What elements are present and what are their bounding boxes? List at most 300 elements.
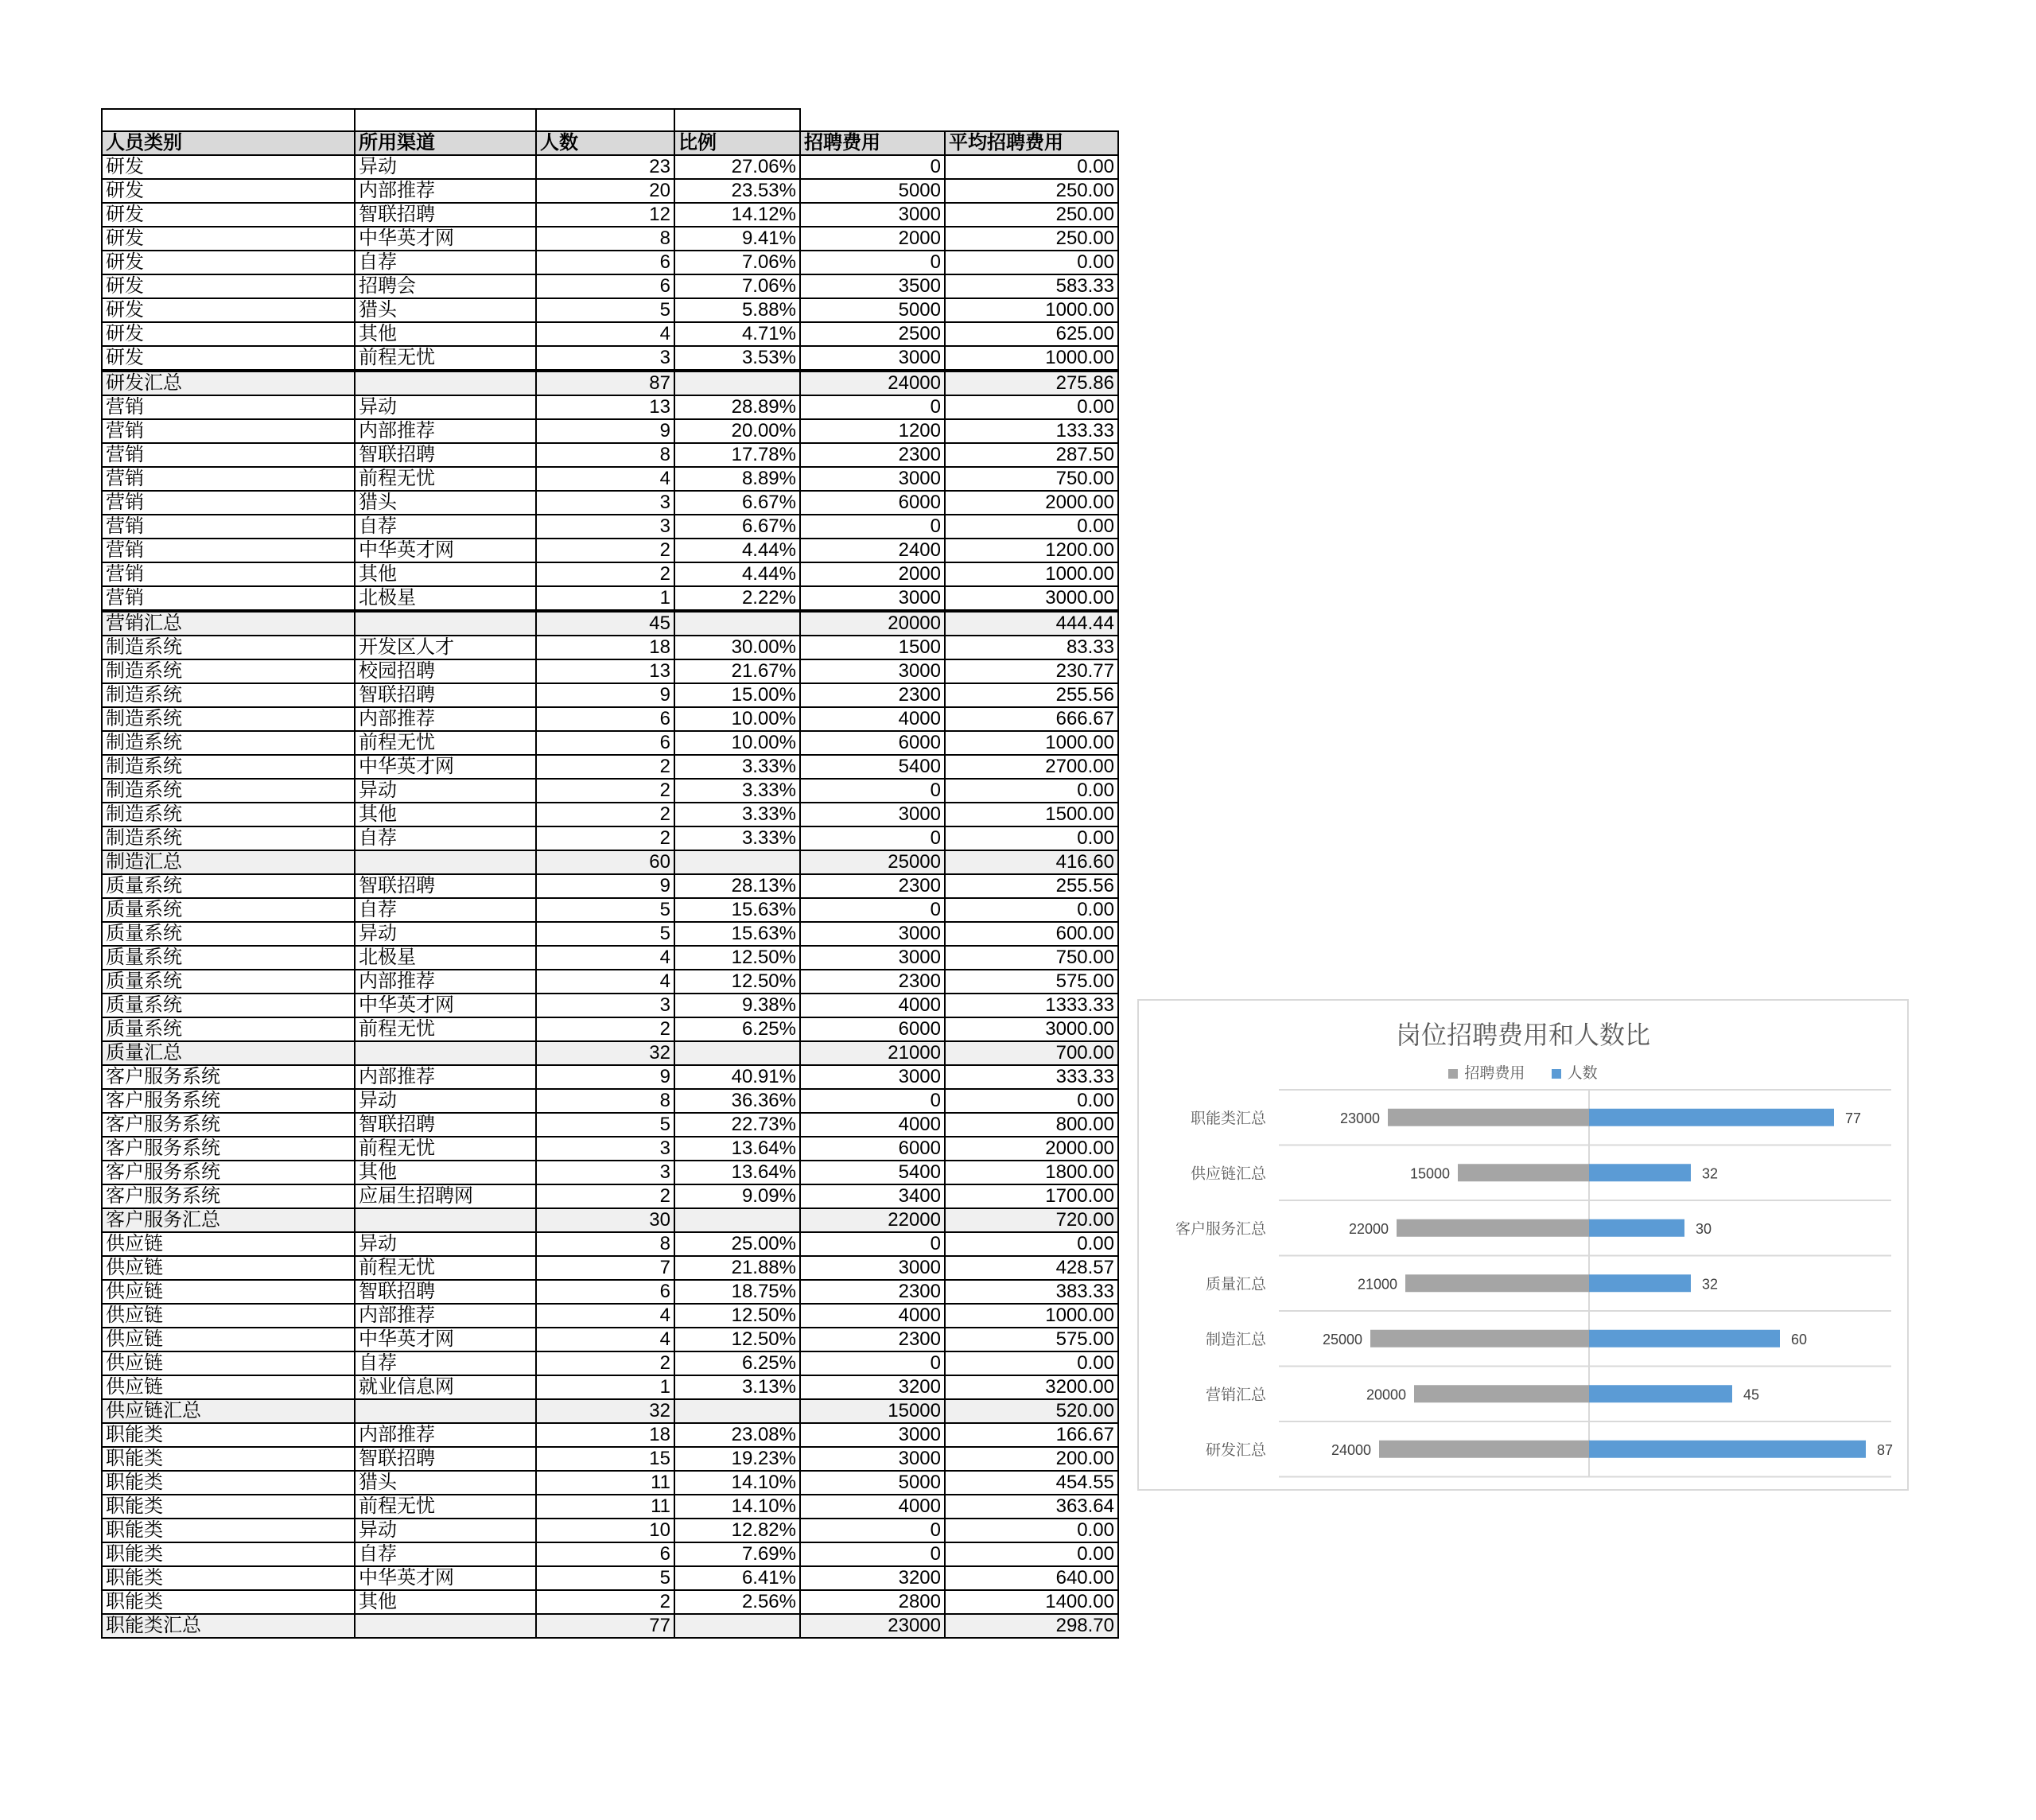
cell-avg-cost: 0.00	[945, 395, 1118, 419]
cost-data-label: 21000	[1357, 1276, 1397, 1293]
cell-count: 3	[536, 346, 674, 371]
cell-avg-cost: 625.00	[945, 322, 1118, 346]
cell-channel: 内部推荐	[355, 419, 536, 443]
table-row	[102, 515, 1118, 539]
cell-channel: 中华英才网	[355, 227, 536, 251]
cell-cost: 3000	[800, 346, 945, 371]
cell-count: 87	[536, 371, 674, 395]
cell-ratio: 4.71%	[674, 322, 800, 346]
cell-count: 5	[536, 298, 674, 322]
cell-channel: 异动	[355, 779, 536, 803]
cell-channel: 智联招聘	[355, 1447, 536, 1471]
cell-category: 客户服务系统	[102, 1184, 355, 1208]
cell-cost: 0	[800, 826, 945, 850]
cell-avg-cost: 583.33	[945, 274, 1118, 298]
cell-cost: 0	[800, 395, 945, 419]
cell-count: 6	[536, 707, 674, 731]
cell-cost: 3500	[800, 274, 945, 298]
cell-count: 13	[536, 395, 674, 419]
cell-ratio: 21.67%	[674, 659, 800, 683]
table-row	[102, 731, 1118, 755]
cell-ratio: 2.56%	[674, 1590, 800, 1614]
cell-category: 营销	[102, 586, 355, 611]
cell-count: 32	[536, 1399, 674, 1423]
cell-ratio: 3.13%	[674, 1375, 800, 1399]
table-row	[102, 155, 1118, 179]
cell-cost: 20000	[800, 611, 945, 636]
cell-category: 制造系统	[102, 779, 355, 803]
cell-count: 2	[536, 1351, 674, 1375]
cell-avg-cost: 800.00	[945, 1113, 1118, 1137]
cell-channel: 内部推荐	[355, 1304, 536, 1328]
cell-channel: 其他	[355, 803, 536, 826]
cell-avg-cost: 2700.00	[945, 755, 1118, 779]
cell-count: 5	[536, 1566, 674, 1590]
cell-count: 4	[536, 467, 674, 491]
headcount-data-label: 77	[1845, 1110, 1862, 1126]
cell-category: 营销	[102, 515, 355, 539]
cost-bar	[1458, 1164, 1589, 1181]
cell-ratio: 10.00%	[674, 731, 800, 755]
cost-data-label: 25000	[1322, 1331, 1362, 1348]
cell-cost: 3200	[800, 1566, 945, 1590]
cell-ratio: 6.25%	[674, 1017, 800, 1041]
cell-avg-cost: 454.55	[945, 1471, 1118, 1495]
cell-cost: 0	[800, 1351, 945, 1375]
cell-ratio: 15.63%	[674, 898, 800, 922]
cell-channel: 前程无忧	[355, 1137, 536, 1161]
table-row	[102, 970, 1118, 994]
cell-cost: 23000	[800, 1614, 945, 1638]
cost-bar	[1370, 1330, 1589, 1348]
cell-count: 2	[536, 1184, 674, 1208]
table-row	[102, 922, 1118, 946]
cell-cost: 3000	[800, 1065, 945, 1089]
cell-category: 营销	[102, 419, 355, 443]
cell-cost: 24000	[800, 371, 945, 395]
table-row	[102, 826, 1118, 850]
category-label: 质量汇总	[1205, 1276, 1266, 1293]
cell-ratio: 15.63%	[674, 922, 800, 946]
cell-channel	[355, 1208, 536, 1232]
cell-count: 5	[536, 922, 674, 946]
cell-ratio: 2.22%	[674, 586, 800, 611]
cell-avg-cost: 2000.00	[945, 1137, 1118, 1161]
cell-category: 制造汇总	[102, 850, 355, 874]
cell-cost: 0	[800, 1089, 945, 1113]
cell-cost: 2300	[800, 1280, 945, 1304]
blank-row	[102, 109, 1118, 131]
cell-cost: 21000	[800, 1041, 945, 1065]
cell-category: 研发	[102, 203, 355, 227]
cell-count: 2	[536, 562, 674, 586]
cell-count: 20	[536, 179, 674, 203]
cell-category: 营销	[102, 562, 355, 586]
table-row	[102, 1542, 1118, 1566]
cell-channel: 中华英才网	[355, 1566, 536, 1590]
cell-count: 13	[536, 659, 674, 683]
cell-channel: 内部推荐	[355, 707, 536, 731]
table-row	[102, 539, 1118, 562]
cell-ratio: 3.53%	[674, 346, 800, 371]
table-row	[102, 251, 1118, 274]
cell-category: 营销	[102, 539, 355, 562]
cell-avg-cost: 0.00	[945, 155, 1118, 179]
table-row	[102, 779, 1118, 803]
cell-count: 2	[536, 826, 674, 850]
cell-ratio: 12.50%	[674, 1328, 800, 1351]
cell-cost: 5000	[800, 298, 945, 322]
table-row	[102, 874, 1118, 898]
cell-category: 制造系统	[102, 636, 355, 659]
cell-category: 质量系统	[102, 946, 355, 970]
cell-count: 11	[536, 1495, 674, 1519]
cell-avg-cost: 1000.00	[945, 298, 1118, 322]
table-row	[102, 1590, 1118, 1614]
cell-category: 制造系统	[102, 731, 355, 755]
cell-count: 6	[536, 1542, 674, 1566]
cell-cost: 2500	[800, 322, 945, 346]
cell-avg-cost: 600.00	[945, 922, 1118, 946]
cell-category: 职能类	[102, 1471, 355, 1495]
cell-count: 18	[536, 636, 674, 659]
cell-category: 供应链汇总	[102, 1399, 355, 1423]
cell-category: 供应链	[102, 1280, 355, 1304]
cell-channel: 其他	[355, 1590, 536, 1614]
cell-cost: 2000	[800, 562, 945, 586]
cell-count: 45	[536, 611, 674, 636]
cell-channel: 智联招聘	[355, 874, 536, 898]
cell-ratio	[674, 1041, 800, 1065]
cell-count: 5	[536, 1113, 674, 1137]
cell-ratio: 36.36%	[674, 1089, 800, 1113]
headcount-bar	[1589, 1109, 1834, 1126]
cell-channel: 自荐	[355, 1542, 536, 1566]
cell-count: 9	[536, 1065, 674, 1089]
cell-cost: 15000	[800, 1399, 945, 1423]
cell-avg-cost: 363.64	[945, 1495, 1118, 1519]
cell-cost: 1500	[800, 636, 945, 659]
cell-category: 营销	[102, 491, 355, 515]
cell-ratio: 9.41%	[674, 227, 800, 251]
cell-count: 9	[536, 683, 674, 707]
cell-cost: 2300	[800, 970, 945, 994]
cell-ratio: 17.78%	[674, 443, 800, 467]
cell-avg-cost: 166.67	[945, 1423, 1118, 1447]
cell-ratio: 12.50%	[674, 970, 800, 994]
cell-ratio: 13.64%	[674, 1161, 800, 1184]
table-row	[102, 1519, 1118, 1542]
cell-channel: 异动	[355, 1232, 536, 1256]
cell-channel: 中华英才网	[355, 755, 536, 779]
cell-cost: 3000	[800, 1447, 945, 1471]
cell-count: 23	[536, 155, 674, 179]
cell-count: 2	[536, 539, 674, 562]
cell-channel: 猎头	[355, 491, 536, 515]
cell-count: 32	[536, 1041, 674, 1065]
cell-ratio	[674, 611, 800, 636]
table-row	[102, 755, 1118, 779]
cell-ratio	[674, 1399, 800, 1423]
cell-cost: 0	[800, 155, 945, 179]
category-label: 营销汇总	[1205, 1386, 1266, 1404]
cell-ratio: 30.00%	[674, 636, 800, 659]
headcount-bar	[1589, 1441, 1866, 1458]
cell-avg-cost: 1000.00	[945, 346, 1118, 371]
cell-avg-cost: 520.00	[945, 1399, 1118, 1423]
cell-cost: 4000	[800, 707, 945, 731]
cost-data-label: 15000	[1409, 1165, 1450, 1182]
subtotal-row	[102, 1399, 1118, 1423]
cell-category: 研发	[102, 298, 355, 322]
cell-cost: 3000	[800, 203, 945, 227]
cell-count: 4	[536, 322, 674, 346]
table-row	[102, 227, 1118, 251]
subtotal-row	[102, 371, 1118, 395]
cell-avg-cost: 428.57	[945, 1256, 1118, 1280]
cell-avg-cost: 230.77	[945, 659, 1118, 683]
cell-channel: 中华英才网	[355, 994, 536, 1017]
cell-channel: 内部推荐	[355, 179, 536, 203]
cell-category: 制造系统	[102, 803, 355, 826]
cell-channel: 自荐	[355, 898, 536, 922]
cell-count: 3	[536, 994, 674, 1017]
cell-cost: 2300	[800, 1328, 945, 1351]
cell-avg-cost: 750.00	[945, 467, 1118, 491]
cell-category: 营销	[102, 443, 355, 467]
cell-cost: 2400	[800, 539, 945, 562]
cell-avg-cost: 640.00	[945, 1566, 1118, 1590]
cell-ratio: 3.33%	[674, 826, 800, 850]
cost-bar	[1388, 1109, 1589, 1126]
table-row	[102, 1232, 1118, 1256]
cell-ratio: 12.82%	[674, 1519, 800, 1542]
recruitment-chart	[1137, 999, 1909, 1491]
blank-cell	[800, 109, 945, 131]
table-row	[102, 419, 1118, 443]
cell-avg-cost: 0.00	[945, 779, 1118, 803]
cell-category: 质量系统	[102, 874, 355, 898]
table-row	[102, 179, 1118, 203]
cell-category: 客户服务系统	[102, 1065, 355, 1089]
cell-category: 研发汇总	[102, 371, 355, 395]
headcount-data-label: 87	[1877, 1441, 1894, 1458]
table-row	[102, 1375, 1118, 1399]
cell-ratio: 13.64%	[674, 1137, 800, 1161]
chart-plot	[1139, 1001, 1907, 1489]
cell-cost: 3000	[800, 586, 945, 611]
cell-category: 研发	[102, 179, 355, 203]
category-label: 职能类汇总	[1190, 1110, 1266, 1127]
cell-avg-cost: 333.33	[945, 1065, 1118, 1089]
cell-ratio: 40.91%	[674, 1065, 800, 1089]
table-row	[102, 322, 1118, 346]
cell-ratio: 23.53%	[674, 179, 800, 203]
cell-count: 12	[536, 203, 674, 227]
cell-ratio: 14.10%	[674, 1471, 800, 1495]
cost-bar	[1379, 1441, 1589, 1458]
category-label: 研发汇总	[1205, 1441, 1266, 1459]
cell-cost: 25000	[800, 850, 945, 874]
cell-channel: 中华英才网	[355, 539, 536, 562]
cell-count: 3	[536, 1161, 674, 1184]
blank-cell	[945, 109, 1118, 131]
cell-cost: 6000	[800, 1137, 945, 1161]
cell-cost: 4000	[800, 1113, 945, 1137]
cell-avg-cost: 0.00	[945, 898, 1118, 922]
cell-count: 1	[536, 1375, 674, 1399]
recruitment-table	[101, 108, 1119, 1639]
cell-avg-cost: 255.56	[945, 874, 1118, 898]
cell-ratio: 27.06%	[674, 155, 800, 179]
cell-ratio: 3.33%	[674, 755, 800, 779]
cell-channel: 猎头	[355, 298, 536, 322]
cell-category: 研发	[102, 227, 355, 251]
cell-ratio: 3.33%	[674, 803, 800, 826]
cell-channel: 前程无忧	[355, 1017, 536, 1041]
cell-cost: 3000	[800, 659, 945, 683]
cell-count: 6	[536, 1280, 674, 1304]
chart-title: 岗位招聘费用和人数比	[1395, 1021, 1650, 1049]
cell-category: 质量系统	[102, 922, 355, 946]
table-row	[102, 994, 1118, 1017]
table-row	[102, 1113, 1118, 1137]
cell-avg-cost: 750.00	[945, 946, 1118, 970]
cell-cost: 3000	[800, 946, 945, 970]
header-count: 人数	[536, 131, 674, 155]
cell-cost: 3000	[800, 467, 945, 491]
cell-avg-cost: 250.00	[945, 203, 1118, 227]
cell-cost: 6000	[800, 491, 945, 515]
cell-ratio	[674, 1208, 800, 1232]
cell-avg-cost: 1200.00	[945, 539, 1118, 562]
cell-category: 客户服务汇总	[102, 1208, 355, 1232]
cell-category: 质量系统	[102, 994, 355, 1017]
cell-channel	[355, 850, 536, 874]
cell-category: 客户服务系统	[102, 1113, 355, 1137]
cell-category: 职能类	[102, 1566, 355, 1590]
category-label: 客户服务汇总	[1175, 1220, 1266, 1238]
cell-ratio	[674, 1614, 800, 1638]
cell-count: 2	[536, 779, 674, 803]
table-row	[102, 898, 1118, 922]
cell-avg-cost: 0.00	[945, 826, 1118, 850]
cell-count: 4	[536, 1328, 674, 1351]
cell-channel: 北极星	[355, 946, 536, 970]
cell-ratio: 3.33%	[674, 779, 800, 803]
cell-channel: 应届生招聘网	[355, 1184, 536, 1208]
cell-count: 15	[536, 1447, 674, 1471]
cell-channel: 北极星	[355, 586, 536, 611]
cell-count: 18	[536, 1423, 674, 1447]
cell-avg-cost: 666.67	[945, 707, 1118, 731]
blank-cell	[102, 109, 355, 131]
cell-category: 职能类	[102, 1495, 355, 1519]
cell-channel: 异动	[355, 155, 536, 179]
cell-cost: 3000	[800, 803, 945, 826]
table-row	[102, 1304, 1118, 1328]
cost-bar	[1397, 1219, 1589, 1237]
cell-channel: 异动	[355, 395, 536, 419]
header-cost: 招聘费用	[800, 131, 945, 155]
cell-cost: 22000	[800, 1208, 945, 1232]
cost-data-label: 24000	[1331, 1441, 1371, 1458]
cell-category: 供应链	[102, 1328, 355, 1351]
cell-category: 职能类汇总	[102, 1614, 355, 1638]
cost-data-label: 20000	[1366, 1386, 1406, 1403]
cell-cost: 0	[800, 1232, 945, 1256]
cell-cost: 1200	[800, 419, 945, 443]
cell-ratio: 12.50%	[674, 1304, 800, 1328]
cell-avg-cost: 250.00	[945, 227, 1118, 251]
cell-category: 制造系统	[102, 683, 355, 707]
cell-avg-cost: 0.00	[945, 1519, 1118, 1542]
table-row	[102, 659, 1118, 683]
cell-avg-cost: 0.00	[945, 1351, 1118, 1375]
legend-label-cost: 招聘费用	[1464, 1065, 1525, 1082]
cost-data-label: 22000	[1348, 1220, 1389, 1237]
cell-ratio: 6.41%	[674, 1566, 800, 1590]
cell-channel	[355, 1399, 536, 1423]
cell-ratio: 10.00%	[674, 707, 800, 731]
table-row	[102, 803, 1118, 826]
headcount-data-label: 45	[1743, 1386, 1760, 1403]
cell-avg-cost: 3000.00	[945, 586, 1118, 611]
cell-category: 研发	[102, 251, 355, 274]
cell-ratio: 20.00%	[674, 419, 800, 443]
cell-cost: 3000	[800, 1256, 945, 1280]
headcount-data-label: 32	[1702, 1165, 1719, 1182]
cell-ratio: 22.73%	[674, 1113, 800, 1137]
headcount-bar	[1589, 1385, 1732, 1402]
cell-cost: 3200	[800, 1375, 945, 1399]
cell-count: 4	[536, 946, 674, 970]
cell-avg-cost: 133.33	[945, 419, 1118, 443]
cell-cost: 4000	[800, 994, 945, 1017]
cell-category: 供应链	[102, 1351, 355, 1375]
blank-cell	[674, 109, 800, 131]
table-row	[102, 203, 1118, 227]
legend-label-headcount: 人数	[1567, 1065, 1598, 1082]
headcount-bar	[1589, 1274, 1691, 1292]
cell-channel: 其他	[355, 1161, 536, 1184]
cell-avg-cost: 275.86	[945, 371, 1118, 395]
cost-bar	[1405, 1274, 1589, 1292]
cell-count: 4	[536, 970, 674, 994]
cell-ratio: 19.23%	[674, 1447, 800, 1471]
cell-avg-cost: 1500.00	[945, 803, 1118, 826]
table-row	[102, 467, 1118, 491]
cell-avg-cost: 3200.00	[945, 1375, 1118, 1399]
cell-avg-cost: 1000.00	[945, 731, 1118, 755]
cell-cost: 0	[800, 1542, 945, 1566]
cell-cost: 0	[800, 898, 945, 922]
cell-avg-cost: 575.00	[945, 970, 1118, 994]
cell-category: 营销	[102, 395, 355, 419]
cell-avg-cost: 444.44	[945, 611, 1118, 636]
cell-ratio: 7.06%	[674, 274, 800, 298]
cell-channel: 中华英才网	[355, 1328, 536, 1351]
cell-avg-cost: 383.33	[945, 1280, 1118, 1304]
cell-avg-cost: 2000.00	[945, 491, 1118, 515]
cell-cost: 3000	[800, 1423, 945, 1447]
cell-channel: 内部推荐	[355, 1065, 536, 1089]
cell-avg-cost: 1400.00	[945, 1590, 1118, 1614]
cell-category: 客户服务系统	[102, 1089, 355, 1113]
cell-count: 6	[536, 274, 674, 298]
cell-channel: 智联招聘	[355, 683, 536, 707]
cell-avg-cost: 255.56	[945, 683, 1118, 707]
